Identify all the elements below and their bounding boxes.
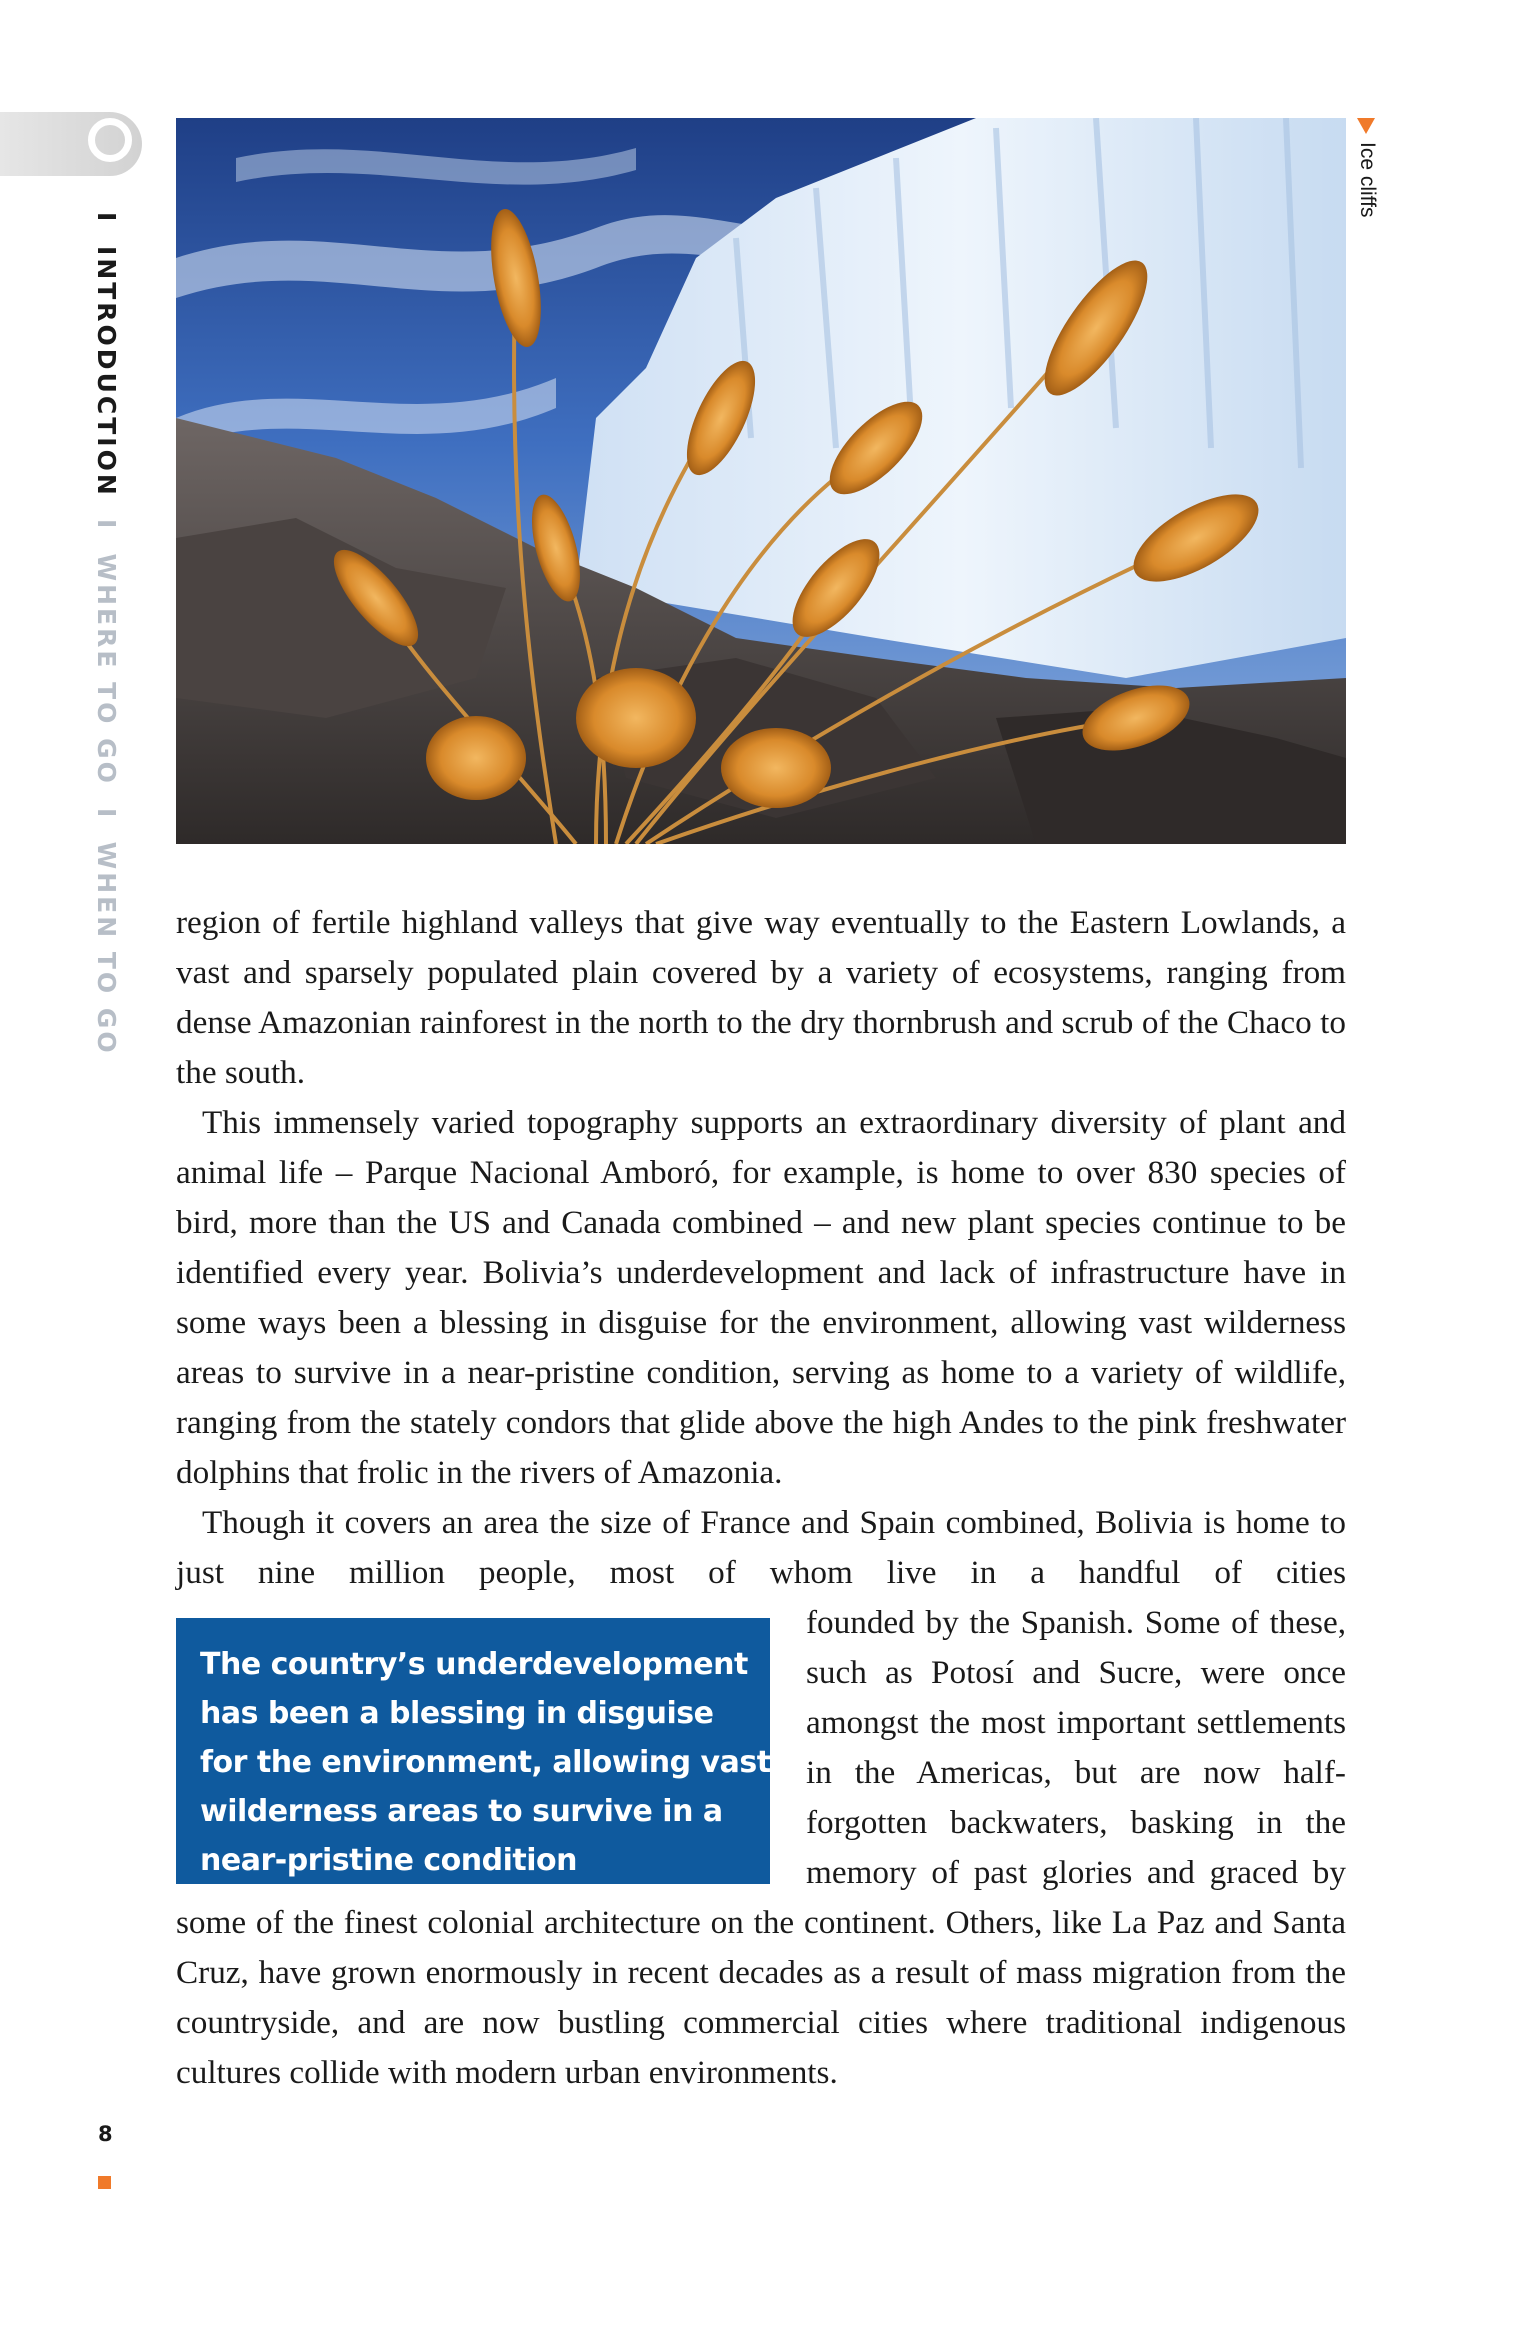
pull-quote-line: for the environment, allowing vast <box>200 1745 771 1780</box>
caption-arrow-icon <box>1357 118 1375 134</box>
pull-quote-line: The country’s underdevelopment <box>200 1647 748 1682</box>
page-number: 8 <box>98 2122 113 2146</box>
header-section-where-to-go: WHERE TO GO <box>92 553 121 786</box>
pull-quote-line: wilderness areas to survive in a <box>200 1794 723 1829</box>
paragraph: This immensely varied topography supports an extraordinary diversity of plant and animal life – Parque Nacional Amboró, for example, is home to over 830 species of bird, more than the US and Canada combined – and new plant species continue to be identified every year. Bolivia’s underdevelopment and lack of infrastructure have in some ways been a blessing in disguise for the environment, allowing vast wilderness areas to survive in a near-pristine condition, serving as home to a variety of wildlife, ranging from the stately condors that glide above the high Andes to the pink freshwater dolphins that frolic in the rivers of Amazonia. <box>176 1104 1346 1491</box>
paragraph: Though it covers an area the size of France and Spain combined, Bolivia is home to just nine million people, most of whom live in a handful of cities <box>176 1504 1346 1591</box>
paragraph: region of fertile highland valleys that give way eventually to the Eastern Lowlands, a vast and sparsely populated plain covered by a variety of ecosystems, ranging from dense Amazonian rainforest in the north to the dry thornbrush and scrub of the Chaco to the south. <box>176 904 1346 1091</box>
pull-quote <box>176 1618 770 1884</box>
section-tab-circle-icon <box>88 118 132 162</box>
photo-caption: Ice cliffs <box>1356 142 1379 218</box>
header-separator: I <box>92 519 121 532</box>
pull-quote-line: has been a blessing in disguise <box>200 1696 714 1731</box>
ice-cliffs-photo <box>176 118 1346 844</box>
body-text <box>176 898 1346 2098</box>
header-section-when-to-go: WHEN TO GO <box>92 841 121 1056</box>
paragraph-continued: founded by the Spanish. Some of these, such as Potosí and Sucre, were once amongst the most important settlements in the Americas, but are now half-forgotten backwaters, basking in the memory of past glories and graced by some of the finest colonial architecture on the continent. Others, like La Paz and Santa Cruz, have grown enormously in recent decades as a result of mass migration from the countryside, and are now bustling commercial cities where traditional indigenous cultures collide with modern urban environments. <box>176 1604 1346 2091</box>
running-header <box>92 202 121 1056</box>
header-separator: I <box>92 212 121 225</box>
header-section-introduction: INTRODUCTION <box>92 246 121 498</box>
pull-quote-line: near-pristine condition <box>200 1843 577 1878</box>
page-marker <box>98 2176 111 2189</box>
header-separator: I <box>92 807 121 820</box>
